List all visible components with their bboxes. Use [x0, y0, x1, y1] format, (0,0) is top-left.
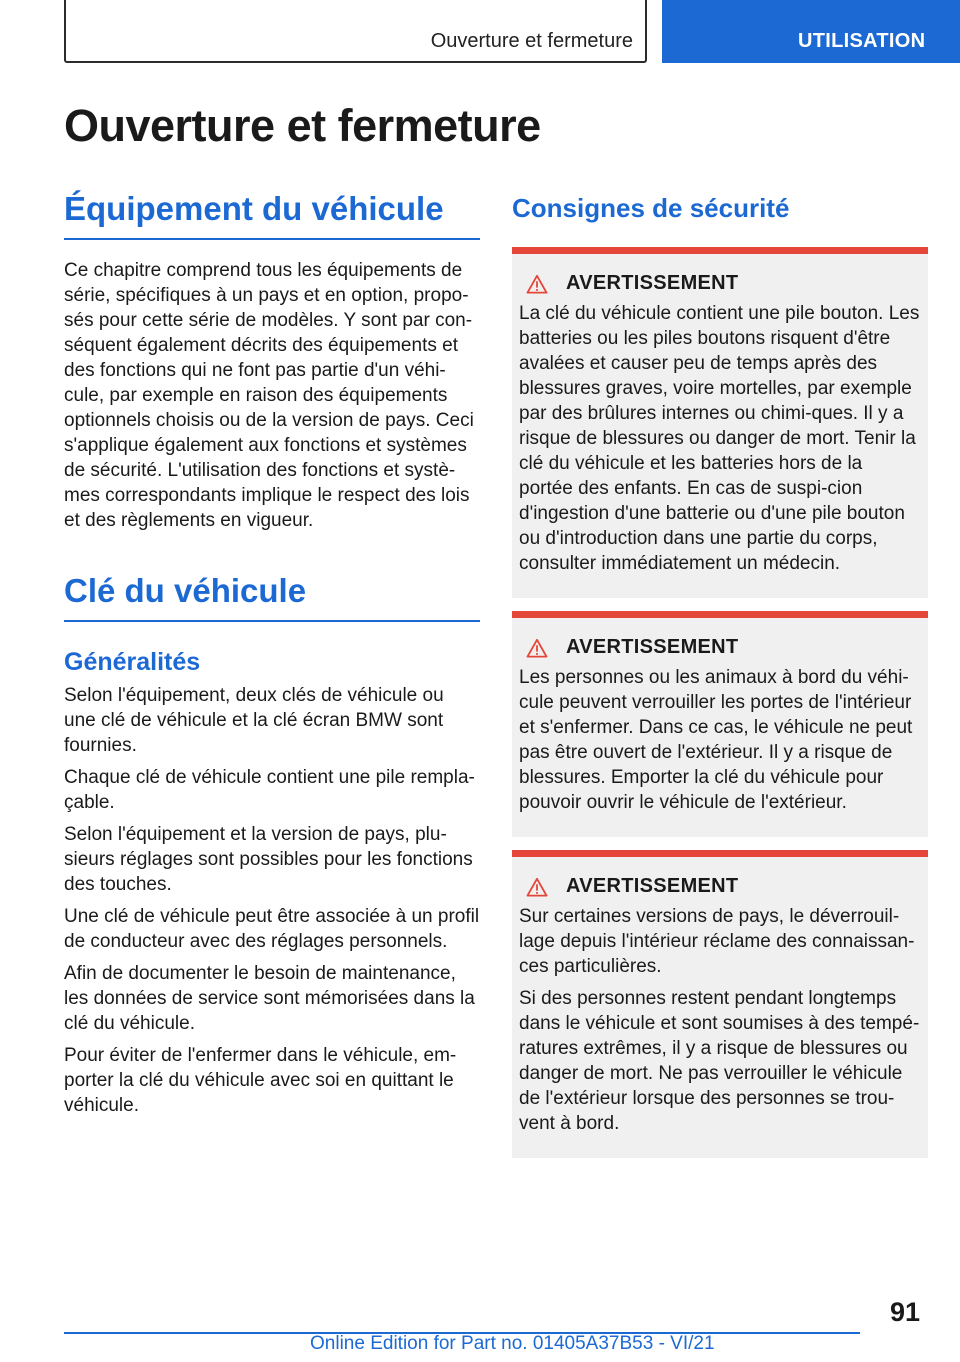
- header-chapter-label: UTILISATION: [798, 30, 926, 52]
- page-title: Ouverture et fermeture: [64, 100, 541, 151]
- warning-header: [526, 272, 920, 295]
- left-column: [64, 190, 480, 1118]
- general-paragraph: Selon l'équipement et la version de pays, plu-sieurs réglages sont possibles pour les fonctions des touches.: [64, 824, 473, 895]
- equipment-heading: Équipement du véhicule: [64, 190, 480, 240]
- warning-triangle-icon: [526, 877, 548, 897]
- warning-title: AVERTISSEMENT: [566, 272, 739, 294]
- warning-title: AVERTISSEMENT: [566, 636, 739, 658]
- warning-text: Si des personnes restent pendant longtemps dans le véhicule et sont soumises à des tempé-ratures extrêmes, il y a risque de blessures ou danger de mort. Ne pas verrouiller le véhicule de l'extérieur lorsque des personnes se trou-vent à bord.: [519, 988, 920, 1134]
- general-paragraph: Afin de documenter le besoin de maintenance, les données de service sont mémorisées dans la clé du véhicule.: [64, 963, 475, 1034]
- header-section-title: Ouverture et fermeture: [430, 30, 633, 52]
- warning-box: [512, 247, 928, 598]
- warning-header: [526, 875, 920, 898]
- warning-triangle-icon: [526, 274, 548, 294]
- warning-box: [512, 611, 928, 837]
- warning-header: [526, 636, 920, 659]
- warning-title: AVERTISSEMENT: [566, 875, 739, 897]
- warning-triangle-icon: [526, 638, 548, 658]
- warning-box: [512, 850, 928, 1158]
- general-paragraph: Pour éviter de l'enfermer dans le véhicule, em-porter la clé du véhicule avec soi en quittant le véhicule.: [64, 1045, 457, 1116]
- header-chapter-tab[interactable]: [662, 0, 960, 63]
- general-paragraph: Chaque clé de véhicule contient une pile rempla-çable.: [64, 767, 475, 813]
- equipment-text: Ce chapitre comprend tous les équipements de série, spécifiques à un pays et en option, propo-sés pour cette série de modèles. Y sont par con-séquent également décrits des équipements et des fonctions qui ne font pas partie d'un véhi-cule, par exemple en raison des équipements optionnels choisis ou de la version de pays. Ceci s'applique également aux fonctions et systèmes de sécurité. L'utilisation des fonctions et systè-mes correspondants implique le respect des lois et des règlements en vigueur.: [64, 260, 474, 531]
- safety-heading: Consignes de sécurité: [512, 193, 790, 223]
- general-paragraph: Une clé de véhicule peut être associée à un profil de conducteur avec des réglages personnels.: [64, 906, 480, 952]
- page-number: 91: [890, 1297, 921, 1327]
- key-heading: Clé du véhicule: [64, 572, 480, 622]
- warning-text: Les personnes ou les animaux à bord du véhi-cule peuvent verrouiller les portes de l'intérieur et s'enfermer. Dans ce cas, le véhicule ne peut pas être ouvert de l'extérieur. Il y a risque de blessures. Emporter la clé du véhicule pour pouvoir ouvrir le véhicule de l'extérieur.: [519, 667, 913, 813]
- footer-edition: Online Edition for Part no. 01405A37B53 - VI/21: [310, 1333, 715, 1354]
- general-heading: Généralités: [64, 648, 201, 676]
- warning-text: La clé du véhicule contient une pile bouton. Les batteries ou les piles boutons risquent d'être avalées et causer peu de temps après des blessures graves, voire mortelles, par exemple par des brûlures internes ou chimi-ques. Il y a risque de blessures ou danger de mort. Tenir la clé du véhicule et les batteries hors de la portée des enfants. En cas de suspi-cion d'ingestion d'une batterie ou d'une pile bouton ou d'introduction dans une partie du corps, consulter immédiatement un médecin.: [519, 303, 920, 574]
- right-column: [512, 190, 928, 1158]
- general-paragraph: Selon l'équipement, deux clés de véhicule ou une clé de véhicule et la clé écran BMW sont fournies.: [64, 685, 444, 756]
- header-section-box: [64, 0, 647, 63]
- warning-text: Sur certaines versions de pays, le déverrouil-lage depuis l'intérieur réclame des connaissan-ces particulières.: [519, 906, 915, 977]
